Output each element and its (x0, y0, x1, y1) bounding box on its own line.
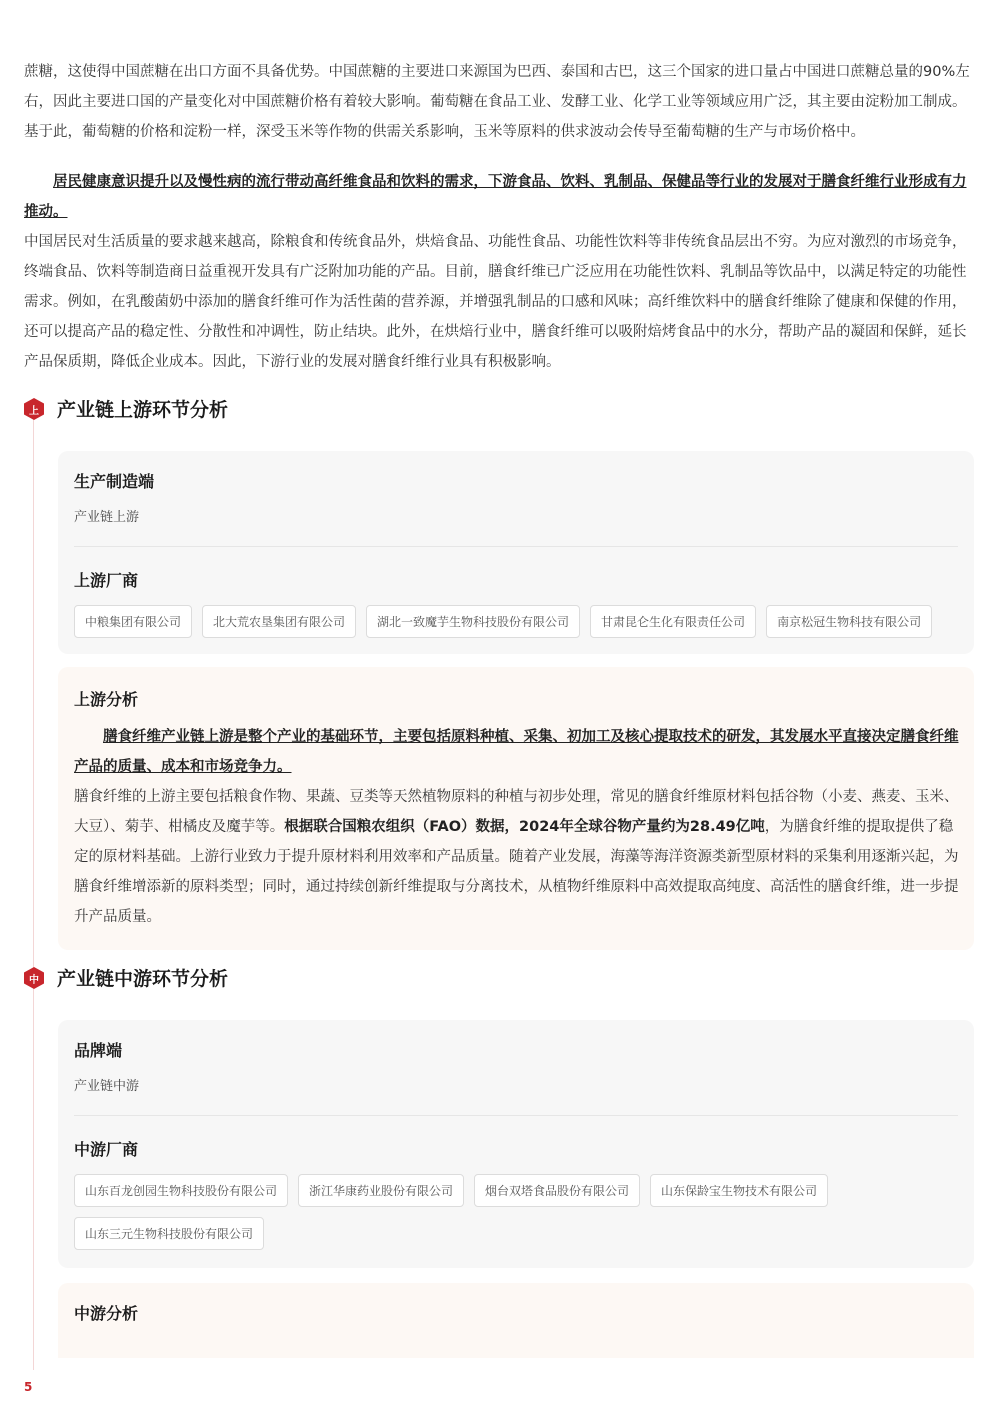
upstream-segment-card (58, 451, 974, 654)
analysis-body-highlight: 根据联合国粮农组织（FAO）数据，2024年全球谷物产量约为28.49亿吨 (284, 819, 765, 835)
page-number: 5 (24, 1380, 33, 1394)
card-divider (74, 546, 958, 547)
vendor-chip[interactable]: 山东保龄宝生物技术有限公司 (650, 1174, 828, 1207)
upstream-marker-label: 上 (29, 405, 39, 417)
analysis-body-text: ，为膳食纤维的提取提供了稳定的原材料基础。上游行业致力于提升原材料利用效率和产品质量。随着产业发展，海藻等海洋资源类新型原材料的采集利用逐渐兴起，为膳食纤维增添新的原料类型；同时，通过持续创新纤维提取与分离技术，从植物纤维原料中高效提取高纯度、高活性的膳食纤维，进一步提升产品质量。 (74, 819, 959, 925)
midstream-segment-title: 品牌端 (74, 1041, 123, 1060)
midstream-analysis-title: 中游分析 (74, 1304, 139, 1323)
upstream-vendor-list (74, 605, 958, 638)
upstream-section-title: 产业链上游环节分析 (57, 399, 229, 421)
upstream-segment-subtitle: 产业链上游 (74, 510, 140, 525)
midstream-segment-card (58, 1020, 974, 1268)
upstream-vendors-title: 上游厂商 (74, 571, 139, 590)
upstream-analysis-body (74, 782, 959, 932)
vendor-chip[interactable]: 南京松冠生物科技有限公司 (766, 605, 932, 638)
midstream-vendor-list (74, 1174, 958, 1250)
vendor-chip[interactable]: 湖北一致魔芋生物科技股份有限公司 (366, 605, 580, 638)
intro-paragraph: 蔗糖，这使得中国蔗糖在出口方面不具备优势。中国蔗糖的主要进口来源国为巴西、泰国和古巴，这三个国家的进口量占中国进口蔗糖总量的90%左右，因此主要进口国的产量变化对中国蔗糖价格有着较大影响。葡萄糖在食品工业、发酵工业、化学工业等领域应用广泛，其主要由淀粉加工制成。基于此，葡萄糖的价格和淀粉一样，深受玉米等作物的供需关系影响，玉米等原料的供求波动会传导至葡萄糖的生产与市场价格中。 (24, 64, 970, 140)
upstream-marker-icon (24, 398, 44, 420)
vendor-chip[interactable]: 山东三元生物科技股份有限公司 (74, 1217, 264, 1250)
upstream-analysis-card (58, 667, 974, 950)
analysis-body-text: 膳食纤维的上游主要包括粮食作物、果蔬、豆类等天然植物原料的种植与初步处理，常见的膳食纤维原材料包括谷物（小麦、燕麦、玉米、大豆）、菊芋、柑橘皮及魔芋等。 (74, 789, 959, 835)
vendor-chip[interactable]: 山东百龙创园生物科技股份有限公司 (74, 1174, 288, 1207)
vendor-chip[interactable]: 烟台双塔食品股份有限公司 (474, 1174, 640, 1207)
midstream-marker-label: 中 (29, 974, 39, 986)
midstream-segment-subtitle: 产业链中游 (74, 1079, 140, 1094)
upstream-analysis-lead (74, 722, 959, 782)
downstream-lead-paragraph (24, 167, 970, 227)
vendor-chip[interactable]: 北大荒农垦集团有限公司 (202, 605, 356, 638)
upstream-segment-title: 生产制造端 (74, 472, 155, 491)
timeline-line (33, 410, 34, 1370)
vendor-chip[interactable]: 甘肃昆仑生化有限责任公司 (590, 605, 756, 638)
vendor-chip[interactable]: 浙江华康药业股份有限公司 (298, 1174, 464, 1207)
vendor-chip[interactable]: 中粮集团有限公司 (74, 605, 192, 638)
upstream-analysis-title: 上游分析 (74, 690, 139, 709)
midstream-marker-icon (24, 967, 44, 989)
midstream-analysis-card (58, 1283, 974, 1358)
midstream-vendors-title: 中游厂商 (74, 1140, 139, 1159)
upstream-analysis-lead-text: 膳食纤维产业链上游是整个产业的基础环节，主要包括原料种植、采集、初加工及核心提取技术的研发，其发展水平直接决定膳食纤维产品的质量、成本和市场竞争力。 (74, 729, 959, 775)
midstream-section-title: 产业链中游环节分析 (57, 968, 229, 990)
card-divider (74, 1115, 958, 1116)
downstream-lead-text: 居民健康意识提升以及慢性病的流行带动高纤维食品和饮料的需求，下游食品、饮料、乳制品、保健品等行业的发展对于膳食纤维行业形成有力推动。 (24, 174, 967, 220)
downstream-body-paragraph: 中国居民对生活质量的要求越来越高，除粮食和传统食品外，烘焙食品、功能性食品、功能性饮料等非传统食品层出不穷。为应对激烈的市场竞争，终端食品、饮料等制造商日益重视开发具有广泛附加功能的产品。目前，膳食纤维已广泛应用在功能性饮料、乳制品等饮品中，以满足特定的功能性需求。例如，在乳酸菌奶中添加的膳食纤维可作为活性菌的营养源，并增强乳制品的口感和风味；高纤维饮料中的膳食纤维除了健康和保健的作用，还可以提高产品的稳定性、分散性和冲调性，防止结块。此外，在烘焙行业中，膳食纤维可以吸附焙烤食品中的水分，帮助产品的凝固和保鲜，延长产品保质期，降低企业成本。因此，下游行业的发展对膳食纤维行业具有积极影响。 (24, 234, 967, 370)
